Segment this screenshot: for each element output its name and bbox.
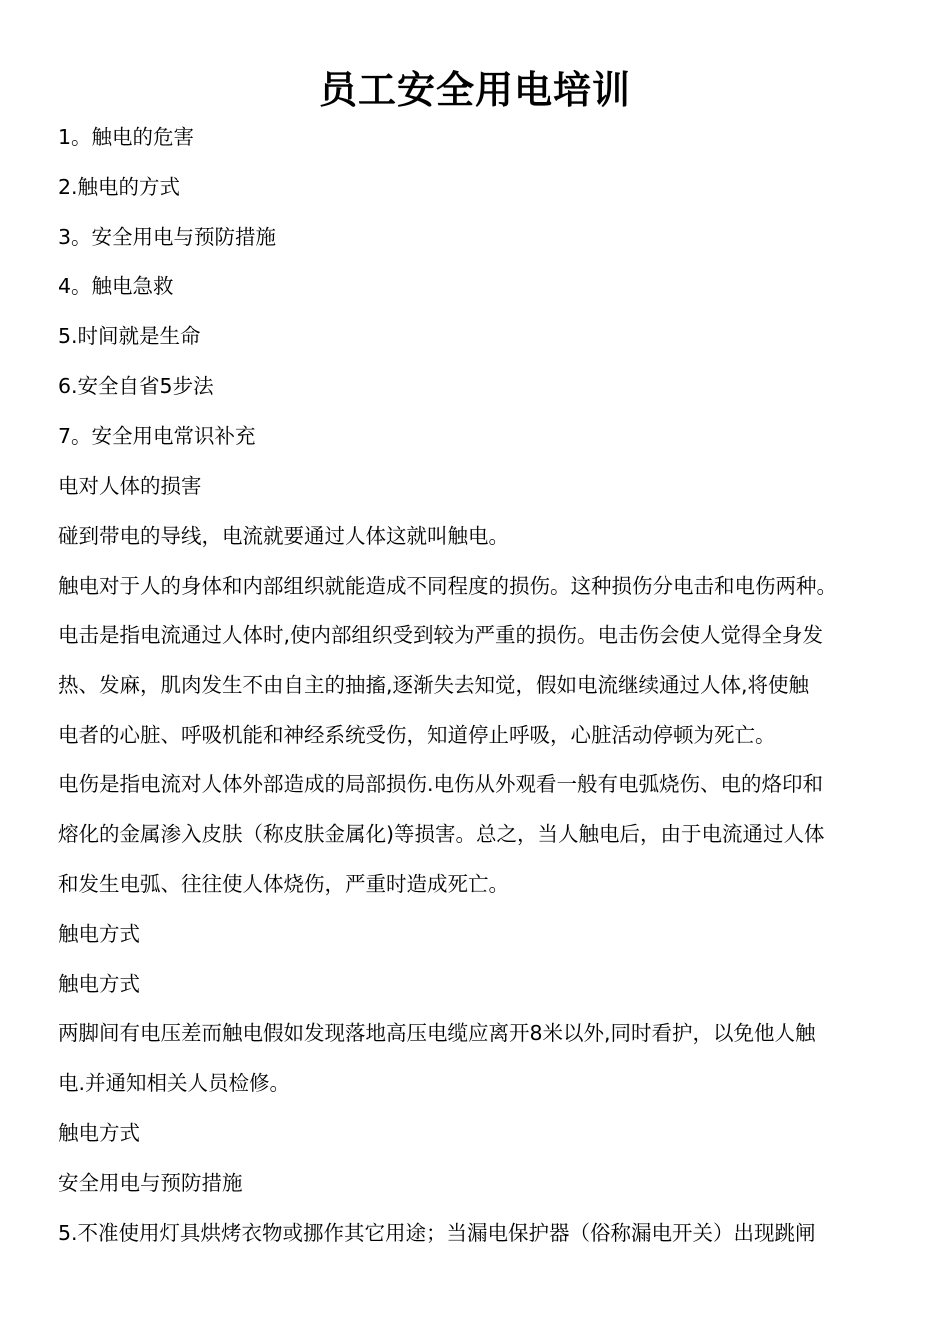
paragraph-rule-5: 5.不准使用灯具烘烤衣物或挪作其它用途；当漏电保护器（俗称漏电开关）出现跳闸	[58, 1221, 816, 1245]
paragraph-step-voltage	[58, 1009, 898, 1109]
toc-item-1: 1。触电的危害	[58, 125, 195, 149]
section-heading-method: 触电方式	[58, 1121, 140, 1145]
paragraph-electric-burn	[58, 760, 898, 909]
section-heading-method: 触电方式	[58, 972, 140, 996]
paragraph-line: 两脚间有电压差而触电假如发现落地高压电缆应离开8米以外,同时看护，以免他人触	[58, 1021, 816, 1045]
paragraph-line: 电击是指电流通过人体时,使内部组织受到较为严重的损伤。电击伤会使人觉得全身发	[58, 623, 824, 647]
toc-item-3: 3。安全用电与预防措施	[58, 225, 277, 249]
toc-item-7: 7。安全用电常识补充	[58, 424, 256, 448]
section-heading-method: 触电方式	[58, 922, 140, 946]
section-heading-prevention: 安全用电与预防措施	[58, 1171, 243, 1195]
section-heading-harm: 电对人体的损害	[58, 474, 202, 498]
toc-item-2: 2.触电的方式	[58, 175, 181, 199]
paragraph-line: 电.并通知相关人员检修。	[58, 1070, 291, 1095]
toc-item-4: 4。触电急救	[58, 274, 174, 298]
toc-item-6: 6.安全自省5步法	[58, 374, 214, 398]
paragraph-line: 电者的心脏、呼吸机能和神经系统受伤，知道停止呼吸，心脏活动停顿为死亡。	[58, 722, 776, 747]
paragraph-line: 和发生电弧、往往使人体烧伤，严重时造成死亡。	[58, 871, 509, 896]
paragraph-line: 熔化的金属渗入皮肤（称皮肤金属化)等损害。总之，当人触电后，由于电流通过人体	[58, 821, 825, 846]
paragraph-line: 电伤是指电流对人体外部造成的局部损伤.电伤从外观看一般有电弧烧伤、电的烙印和	[58, 772, 824, 796]
toc-item-5: 5.时间就是生命	[58, 324, 201, 348]
paragraph-damage: 触电对于人的身体和内部组织就能造成不同程度的损伤。这种损伤分电击和电伤两种。	[58, 574, 837, 598]
paragraph-definition: 碰到带电的导线，电流就要通过人体这就叫触电。	[58, 524, 509, 548]
paragraph-line: 热、发麻，肌肉发生不由自主的抽搐,逐渐失去知觉，假如电流继续通过人体,将使触	[58, 672, 810, 697]
paragraph-electric-shock	[58, 611, 898, 760]
document-title: 员工安全用电培训	[318, 68, 631, 112]
